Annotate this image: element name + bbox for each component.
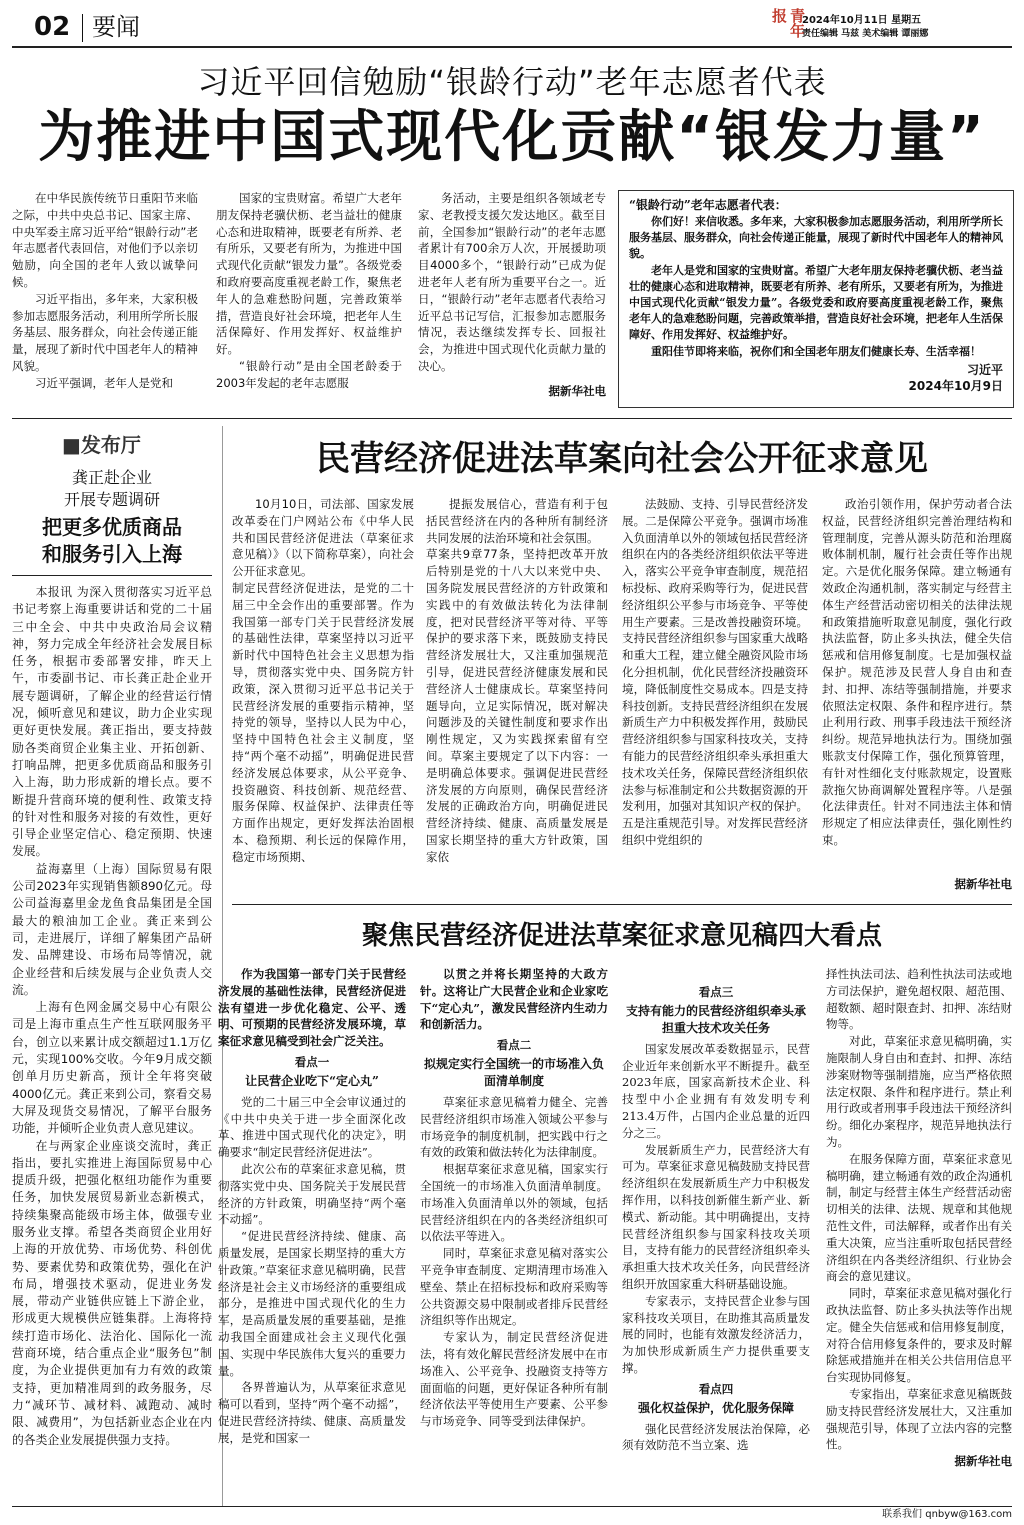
letter-paragraph: 你们好！来信收悉。多年来，大家积极参加志愿服务活动，利用所学所长服务基层、服务群众，向社会传递正能量，展现了新时代中国老年人的精神风貌。 [629,215,1003,261]
story3-text: 择性执法司法、趋利性执法司法或地方司法保护，避免超权限、超范围、超数额、超时限查封、扣押、冻结财物等。 [826,967,1012,1032]
lead-col-3 [418,190,606,412]
lead-paragraph: 习近平强调，老年人是党和 [35,375,173,390]
lead-col-2 [216,190,402,412]
story2-text: 法鼓励、支持、引导民营经济发展。二是保障公平竞争。强调市场准入负面清单以外的领域包括民营经济组织在内的各类经济组织依法平等进入，落实公平竞争审查制度，规范招标投标、政府采购等行为，促进民营经济组织公平参与市场竞争、平等使用生产要素。三是改善投融资环境。支持民营经济组织参与国家重大战略和重大工程，建立健全融资风险市场化分担机制，优化民营经济投融资环境，降低制度性交易成本。四是支持科技创新。支持民营经济组织在发展新质生产力中积极发挥作用，鼓励民营经济组织参与国家科技攻关，支持有能力的民营经济组织牵头承担重大技术攻关任务，保障民营经济组织依法参与标准制定和公共数据资源的开发利用，加强对其知识产权的保护。五是注重规范引导。对发挥民营经济组织中党组织的 [622,497,808,847]
sidebar-paragraph: 本报讯 为深入贯彻落实习近平总书记考察上海重要讲话和党的二十届三中全会、中共中央政治局会议精神，努力完成全年经济社会发展目标任务，根据市委部署安排，昨天上午，市委副书记、市长龚正赴企业开展专题调研，了解企业的经营运行情况，倾听意见和建议，助力企业实现更好更快发展。龚正指出，要支持鼓励各类商贸企业集主业、开拓创新、打响品牌，把更多优质商品和服务引入上海，助力形成新的增长点。要不断提升营商环境的便利性、政策支持的针对性和服务对接的有效性，更好引导企业坚定信心、稳定预期、快速发展。 [12,585,212,859]
story3-text: 对此，草案征求意见稿明确，实施限制人身自由和查封、扣押、冻结涉案财物等强制措施，应当严格依照法定权限、条件和程序进行。禁止利用行政或者刑事手段违法干预经济纠纷。细化办案程序，规范异地执法行为。 [826,1034,1012,1149]
header-divider [82,14,83,42]
lead-credit: 据新华社电 [548,383,606,398]
point4-label: 看点四 [698,1381,734,1396]
lead-paragraph: 务活动，主要是组织各领域老专家、老教授支援欠发达地区。截至目前，全国参加“银龄行动”的老年志愿者累计有700余万人次，开展援助项目4000多个，“银龄行动”已成为促进老年人老有所为重要平台之一。近日，“银龄行动”老年志愿者代表给习近平总书记写信，汇报参加志愿服务情况，表达继续发挥专长、回报社会，为推进中国式现代化贡献力量的决心。 [418,191,606,373]
point2-label: 看点二 [496,1038,532,1053]
story3-col-4 [826,966,1012,1506]
story2-credit: 据新华社电 [954,877,1012,891]
lead-col-1 [12,190,198,412]
story2-col-3 [622,496,808,898]
page-header [12,8,1012,46]
header-rule [12,46,1012,48]
story2-col-1 [232,496,414,898]
story3-text: 草案征求意见稿着力健全、完善民营经济组织市场准入领域公平参与市场竞争的制度机制，把实践中行之有效的政策和做法转化为法律制度。 [420,1094,608,1160]
story3-col-2 [420,966,608,1506]
footer-rule [12,1506,1012,1507]
story2-text: 10月10日，司法部、国家发展改革委在门户网站公布《中华人民共和国民营经济促进法（草案征求意见稿）》（以下简称草案），向社会公开征求意见。 制定民营经济促进法，是党的二十届三中全会作出的重要部署。作为我国第一部专门关于民营经济发展的基础性法律，草案坚持以习近平新时代中国特色社会主义思想为指导，贯彻落实党中央、国务院方针政策，深入贯彻习近平总书记关于民营经济发展的重要指示精神，坚持党的领导，坚持以人民为中心，坚持中国特色社会主义制度，坚持“两个毫不动摇”，明确促进民营经济发展总体要求，从公平竞争、投资融资、科技创新、规范经营、服务保障、权益保护、法律责任等方面作出规定，更好发挥法治固根本、稳预期、利长远的保障作用，稳定市场预期、 [232,497,414,864]
point3-label: 看点三 [698,985,734,999]
story3-text: 专家认为，制定民营经济促进法，将有效化解民营经济发展中在市场准入、公平竞争、投融资支持等方面面临的问题，更好保证各种所有制经济依法平等使用生产要素、公平参与市场竞争、同等受到法律保护。 [420,1330,608,1429]
story3-text: 专家表示，支持民营企业参与国家科技攻关项目，在助推其高质量发展的同时，也能有效激发经济活力，为加快形成新质生产力提供重要支撑。 [622,1293,810,1375]
lead-paragraph: 国家的宝贵财富。希望广大老年朋友保持老骥伏枥、老当益壮的健康心态和进取精神，既要老有所养、老有所乐，又要老有所为，为推进中国式现代化贡献“银发力量”。各级党委和政府要高度重视老龄工作，聚焦老年人的急难愁盼问题，完善政策举措，营造良好社会环境，把老年人生活保障好、作用发挥好、权益维护好。 [216,191,402,357]
story3-col-1 [218,966,406,1506]
story3-text: 作为我国第一部专门关于民营经济发展的基础性法律，民营经济促进法有望进一步优化稳定、公平、透明、可预期的民营经济发展环境，草案征求意见稿受到社会广泛关注。 [218,967,406,1049]
story3-text: 同时，草案征求意见稿对落实公平竞争审查制度、定期清理市场准入壁垒、禁止在招标投标和政府采购等公共资源交易中限制或者排斥民营经济组织等作出规定。 [420,1246,608,1328]
sidebar-kicker-1: 龚正赴企业 [71,468,152,487]
footer-contact: 联系我们 qnbyw@163.com [882,1509,1012,1520]
point1-title: 让民营企业吃下“定心丸” [245,1073,379,1088]
letter-signature: 习近平 [966,362,1003,377]
letter-date: 2024年10月9日 [908,378,1003,393]
sidebar-paragraph: 益海嘉里（上海）国际贸易有限公司2023年实现销售额890亿元。母公司益海嘉里金龙鱼食品集团是全国最大的粮油加工企业。龚正来到公司，走进展厅，详细了解集团产品研发、品牌建设、市场布局等情况，就企业经营和后续发展与企业负责人交流。 [12,861,212,997]
story3-col-3 [622,966,810,1506]
story3-text: 各界普遍认为，从草案征求意见稿可以看到，坚持“两个毫不动摇”，促进民营经济持续、健康、高质量发展，是党和国家一 [218,1380,406,1445]
point2-title: 拟规定实行全国统一的市场准入负面清单制度 [423,1056,604,1088]
sidebar-head-rule [12,575,212,576]
story3-text: 发展新质生产力，民营经济大有可为。草案征求意见稿鼓励支持民营经济组织在发展新质生产力中积极发挥作用，以科技创新催生新产业、新模式、新动能。其中明确提出，支持民营经济组织参与国家科技攻关项目，支持有能力的民营经济组织牵头承担重大技术攻关任务，向民营经济组织开放国家重大科研基础设施。 [622,1142,810,1291]
letter-box [618,190,1014,408]
story3-text: 同时，草案征求意见稿对强化行政执法监督、防止多头执法等作出规定。健全失信惩戒和信用修复制度，对符合信用修复条件的，要求及时解除惩戒措施并在相关公共信用信息平台实现协同修复。 [826,1286,1012,1385]
point1-label: 看点一 [294,1054,330,1069]
story3-headline: 聚焦民营经济促进法草案征求意见稿四大看点 [361,921,882,951]
sidebar-headline-1: 把更多优质商品 [42,515,182,539]
lead-headline: 为推进中国式现代化贡献“银发力量” [38,105,986,170]
lead-bottom-rule [12,418,1012,419]
lead-paragraph: 习近平指出，多年来，大家积极参加志愿服务活动，利用所学所长服务基层、服务群众，向社会传递正能量，展现了新时代中国老年人的精神风貌。 [12,291,198,373]
date-line: 2024年10月11日 星期五 [802,15,922,26]
letter-paragraph: 重阳佳节即将来临，祝你们和全国老年朋友们健康长寿、生活幸福！ [651,344,981,358]
letter-salutation: “银龄行动”老年志愿者代表： [629,198,787,212]
lead-kicker: 习近平回信勉励“银龄行动”老年志愿者代表 [197,63,827,101]
editors-line: 责任编辑 马兹 美术编辑 谭丽娜 [802,29,929,39]
sidebar-headline-2: 和服务引入上海 [42,542,182,566]
story3-text: 此次公布的草案征求意见稿，贯彻落实党中央、国务院关于发展民营经济的方针政策，明确坚持“两个毫不动摇”。 [218,1161,406,1227]
story2-headline: 民营经济促进法草案向社会公开征求意见 [316,439,928,479]
sidebar-section-tag: ■发布厅 [62,433,141,457]
story3-text: 专家指出，草案征求意见稿既鼓励支持民营经济发展壮大，又注重加强规范引导，体现了立法内容的完整性。 [826,1386,1012,1452]
story3-text: 以贯之并将长期坚持的大政方针。这将让广大民营企业和企业家吃下“定心丸”，激发民营经济内生动力和创新活力。 [420,967,608,1032]
sidebar-kicker-2: 开展专题调研 [63,490,160,509]
sidebar-paragraph: 在与两家企业座谈交流时，龚正指出，要扎实推进上海国际贸易中心提质升级，把强化枢纽功能作为重要任务，加快发展贸易新业态新模式，持续集聚高能级市场主体，做强专业服务业支撑。希望各类商贸企业用好上海的开放优势、市场优势、科创优势、要素优势和政策优势，强化在沪布局，增强技术驱动，促进业务发展，带动产业链供应链上下游企业，形成更大规模供应链集群。上海将持续打造市场化、法治化、国际化一流营商环境，结合重点企业“服务包”制度，为企业提供更加有力有效的政策支持，更加精准周到的政务服务，尽力“减环节、减材料、减跑动、减时限、减费用”，为包括新业态企业在内的各类企业发展提供强力支持。 [12,1138,212,1447]
story3-text: 党的二十届三中全会审议通过的《中共中央关于进一步全面深化改革、推进中国式现代化的决定》，明确要求“制定民营经济促进法”。 [218,1094,406,1160]
story3-credit: 据新华社电 [954,1454,1012,1469]
page-number: 02 [34,12,71,42]
sidebar-body [12,584,212,1502]
story3-text: 根据草案征求意见稿，国家实行全国统一的市场准入负面清单制度。市场准入负面清单以外的领域，包括民营经济组织在内的各类经济组织可以依法平等进入。 [420,1162,608,1244]
story2-bottom-rule [232,904,1012,905]
story3-text: “促进民营经济持续、健康、高质量发展，是国家长期坚持的重大方针政策。”草案征求意见稿明确，民营经济是社会主义市场经济的重要组成部分，是推进中国式现代化的生力军，是高质量发展的重要基础，是推动我国全面建成社会主义现代化强国、实现中华民族伟大复兴的重要力量。 [218,1229,406,1378]
letter-paragraph: 老年人是党和国家的宝贵财富。希望广大老年朋友保持老骥伏枥、老当益壮的健康心态和进取精神，既要老有所养、老有所乐，又要老有所为，为推进中国式现代化贡献“银发力量”。各级党委和政府要高度重视老龄工作，聚焦老年人的急难愁盼问题，完善政策举措，营造良好社会环境，把老年人生活保障好、作用发挥好、权益维护好。 [629,263,1003,342]
point4-title: 强化权益保护，优化服务保障 [637,1400,794,1415]
newspaper-logo: 青年报 [770,8,806,38]
section-name: 要闻 [92,13,140,41]
lead-paragraph: 在中华民族传统节日重阳节来临之际，中共中央总书记、国家主席、中央军委主席习近平给“银龄行动”老年志愿者代表回信，对他们予以亲切勉励，向全国的老年人致以诚挚问候。 [12,191,198,289]
letter-body [629,214,1003,360]
story3-text: 国家发展改革委数据显示，民营企业近年来创新水平不断提升。截至2023年底，国家高新技术企业、科技型中小企业拥有有效发明专利213.4万件，占国内企业总量的近四分之三。 [622,1041,810,1140]
story2-col-2 [426,496,608,898]
lead-paragraph: “银龄行动”是由全国老龄委于2003年发起的老年志愿服 [216,358,402,390]
sidebar-paragraph: 上海有色网金属交易中心有限公司是上海市重点生产性互联网服务平台，创立以来累计成交额超过1.1万亿元，实现100%交收。今年9月成交额创单月历史新高，预计全年将突破4000亿元。龚正来到公司，察看交易大屏及现货交易情况，了解平台服务功能，并倾听企业负责人意见建议。 [12,1000,212,1136]
story2-col-4 [822,496,1012,898]
story3-text: 强化民营经济发展法治保障，必须有效防范不当立案、选 [622,1421,810,1453]
story2-text: 政治引领作用，保护劳动者合法权益，民营经济组织完善治理结构和管理制度，完善从源头防范和治理腐败体制机制，履行社会责任等作出规定。六是优化服务保障。建立畅通有效政企沟通机制，落实制定与经营主体生产经营活动密切相关的法律法规和政策措施听取意见制度，强化行政执法监督，防止多头执法，健全失信惩戒和信用修复制度。七是加强权益保护。规范涉及民营人身自由和查封、扣押、冻结等强制措施，并要求依照法定权限、条件和程序进行。禁止利用行政、刑事手段违法干预经济纠纷。规范异地执法行为。围绕加强账款支付保障工作，强化预算管理，有针对性细化支付账款规定，设置账款拖欠协商调解处置程序等。八是强化法律责任。针对不同违法主体和情形规定了相应法律责任，强化刚性约束。 [822,497,1012,847]
point3-title: 支持有能力的民营经济组织牵头承担重大技术攻关任务 [625,1003,806,1035]
story2-text: 提振发展信心，营造有利于包括民营经济在内的各种所有制经济共同发展的法治环境和社会氛围。 草案共9章77条，坚持把改革开放后特别是党的十八大以来党中央、国务院发展民营经济的方针政策和实践中的有效做法转化为法律制度，把对民营经济平等对待、平等保护的要求落下来，既鼓励支持民营经济发展壮大，又注重加强规范引导，促进民营经济健康发展和民营经济人士健康成长。草案坚持问题导向，立足实际情况，既对解决问题涉及的关键性制度和要求作出刚性规定，又为实践探索留有空间。草案主要规定了以下内容：一是明确总体要求。强调促进民营经济发展的方向原则，确保民营经济发展的正确政治方向，明确促进民营经济持续、健康、高质量发展是国家长期坚持的重大方针政策，国家依 [426,497,608,864]
story3-text: 在服务保障方面，草案征求意见稿明确，建立畅通有效的政企沟通机制，制定与经营主体生产经营活动密切相关的法律、法规、规章和其他规范性文件，司法解释，或者作出有关重大决策，应当注重听取包括民营经济组织在内各类经济组织、行业协会商会的意见建议。 [826,1151,1012,1284]
